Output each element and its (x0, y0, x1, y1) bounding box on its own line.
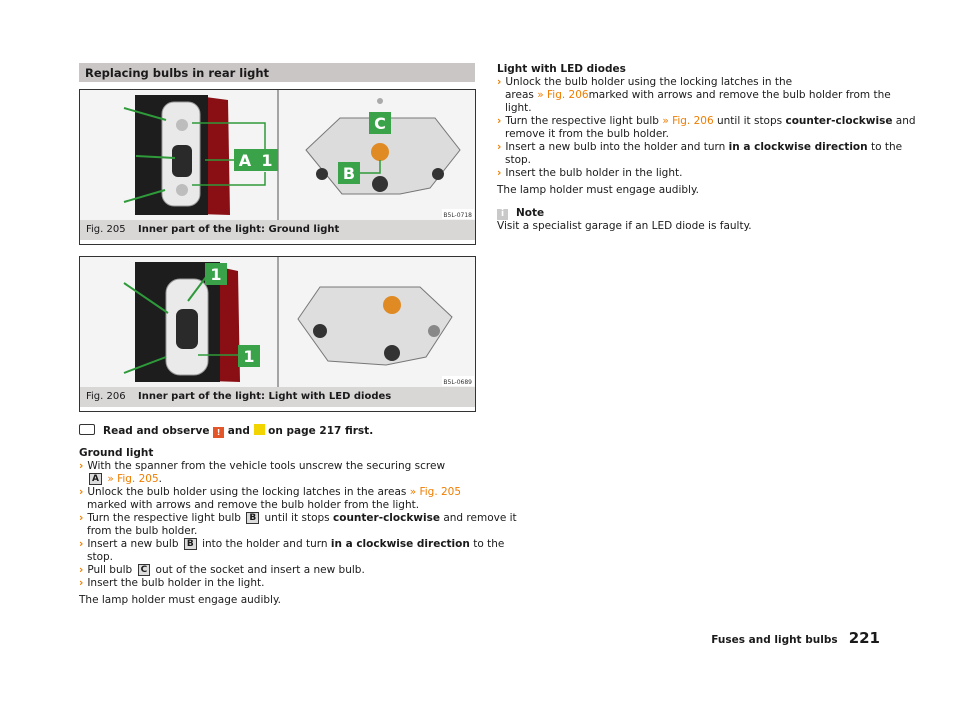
step: › Insert a new bulb into the holder and turn in a clockwise direction to the (497, 141, 903, 153)
warning-icon: ! (213, 427, 224, 438)
step-continued: stop. (505, 154, 532, 166)
book-icon (79, 424, 95, 435)
figure-caption: Inner part of the light: Light with LED diodes (138, 391, 392, 402)
figure-code: B5L-0689 (443, 379, 472, 386)
figure-206 (79, 256, 476, 412)
caution-icon (254, 424, 265, 435)
figure-206-caption-bar (80, 387, 475, 407)
step: › Pull bulb C out of the socket and insert a new bulb. (79, 564, 365, 576)
note-text: Visit a specialist garage if an LED diode is faulty. (497, 220, 752, 232)
step-continued: A » Fig. 205. (79, 473, 475, 486)
step: › Unlock the bulb holder using the locking latches in the areas » Fig. 205 (79, 486, 462, 498)
chapter-title: Fuses and light bulbs (711, 634, 838, 646)
note-heading: i Note (497, 207, 892, 220)
page-footer (711, 628, 880, 647)
info-icon: i (497, 209, 508, 220)
step-continued: light. (505, 102, 532, 114)
figure-206-image (80, 257, 475, 387)
figure-code: B5L-0718 (443, 212, 472, 219)
figure-number: Fig. 205 (86, 224, 126, 235)
closing-text: The lamp holder must engage audibly. (497, 184, 700, 196)
step: › Turn the respective light bulb B until it stops counter-clockwise and remove it (79, 512, 517, 524)
label-1-bottom: 1 (243, 347, 255, 366)
step-continued: areas » Fig. 206marked with arrows and remove the bulb holder from the (505, 89, 891, 101)
step-continued: stop. (87, 551, 114, 563)
step: › Unlock the bulb holder using the locking latches in the (497, 76, 793, 88)
label-a: A (238, 151, 252, 170)
section-title: Replacing bulbs in rear light (85, 66, 270, 80)
section-heading: Light with LED diodes (497, 63, 626, 75)
page-reference-link[interactable]: on page 217 first. (268, 425, 374, 437)
led-light-section (497, 63, 916, 233)
fig-link[interactable]: » Fig. 205 (107, 473, 159, 485)
figure-number: Fig. 206 (86, 391, 126, 402)
page-number: 221 (848, 629, 880, 647)
label-c: C (374, 114, 386, 133)
key-b-icon: B (246, 512, 259, 524)
label-1: 1 (261, 151, 273, 170)
figure-205-image (80, 90, 475, 220)
step-continued: marked with arrows and remove the bulb holder from the light. (87, 499, 420, 511)
step: › Insert the bulb holder in the light. (497, 167, 683, 179)
step: › With the spanner from the vehicle tools unscrew the securing screw (79, 460, 446, 472)
label-b: B (342, 164, 356, 183)
fig-link[interactable]: » Fig. 206 (537, 89, 589, 101)
step: › Turn the respective light bulb » Fig. 206 until it stops counter-clockwise and (497, 115, 916, 127)
section-heading: Ground light (79, 447, 154, 459)
closing-text: The lamp holder must engage audibly. (79, 594, 282, 606)
figure-caption: Inner part of the light: Ground light (138, 224, 340, 235)
section-header (79, 63, 475, 82)
step: › Insert a new bulb B into the holder and turn in a clockwise direction to the (79, 538, 505, 550)
label-1-top: 1 (210, 265, 222, 284)
fig-link[interactable]: » Fig. 206 (662, 115, 714, 127)
figure-205-caption-bar (80, 220, 475, 240)
step-continued: remove it from the bulb holder. (505, 128, 669, 140)
step-continued: from the bulb holder. (87, 525, 198, 537)
figure-205 (79, 89, 476, 245)
key-a-icon: A (89, 473, 102, 485)
key-c-icon: C (138, 564, 151, 576)
fig-link[interactable]: » Fig. 205 (409, 486, 462, 498)
ground-light-section (79, 447, 517, 607)
key-b-icon: B (184, 538, 197, 550)
read-observe-line: Read and observe ! and on page 217 first. (79, 424, 373, 438)
step: › Insert the bulb holder in the light. (79, 577, 265, 589)
